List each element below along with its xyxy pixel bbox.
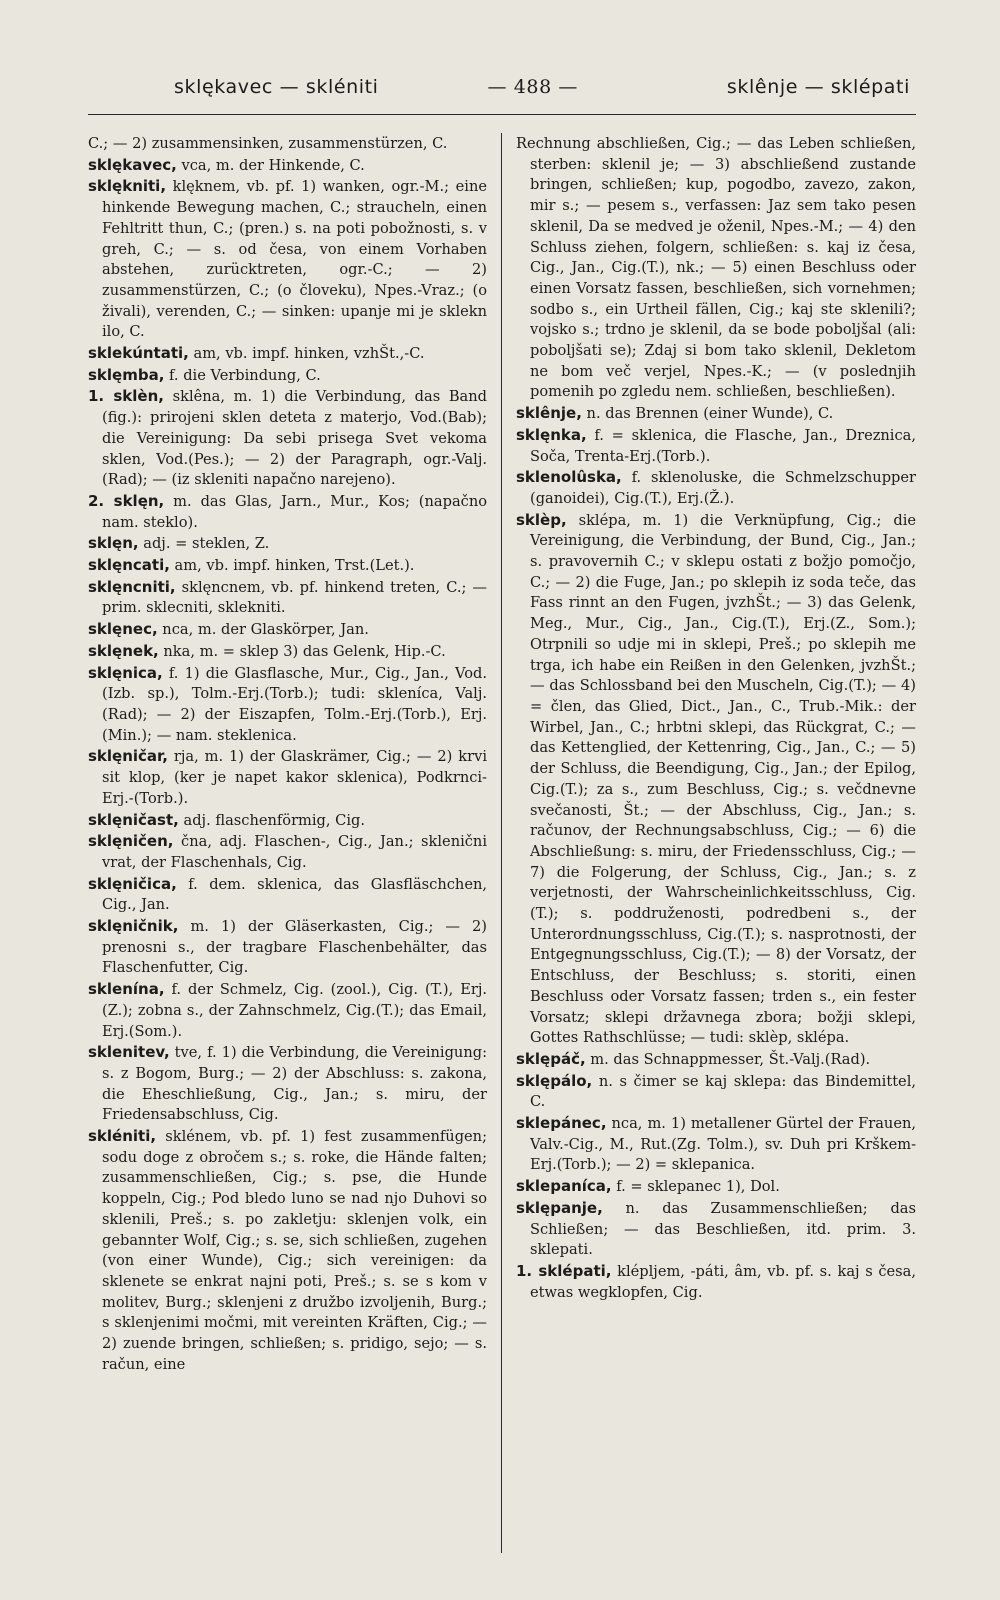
entry-definition: f. der Schmelz, Cig. (zool.), Cig. (T.), Erj.(Z.); zobna s., der Zahnschmelz, Cig.(T.); das Email, Erj.(Som.). (102, 981, 487, 1040)
dictionary-entry (88, 916, 487, 979)
entry-definition: f. 1) die Glasflasche, Mur., Cig., Jan., Vod.(Izb. sp.), Tolm.-Erj.(Torb.); tudi: skleníca, Valj.(Rad); — 2) der Eiszapfen, Tolm.-Erj.(Torb.), Erj.(Min.); — nam. steklenica. (102, 664, 487, 744)
entry-definition: klépljem, -páti, âm, vb. pf. s. kaj s česa, etwas wegklopfen, Cig. (530, 1262, 916, 1301)
entry-definition: C.; — 2) zusammensinken, zusammenstürzen, C. (88, 135, 448, 152)
dictionary-entry (88, 1042, 487, 1126)
entry-definition: nka, m. = sklep 3) das Gelenk, Hip.-C. (158, 642, 446, 660)
dictionary-entry (88, 810, 487, 832)
entry-headword: sklępanje, (516, 1198, 603, 1217)
entry-headword: 2. sklęn, (88, 491, 165, 510)
header-left-guideword: sklękavec — skléniti (174, 76, 379, 98)
entry-headword: sklèp, (516, 510, 567, 529)
dictionary-entry (516, 1176, 916, 1198)
dictionary-entry (516, 1049, 916, 1071)
dictionary-entry (88, 386, 487, 491)
entry-definition: f. = sklepanec 1), Dol. (611, 1178, 780, 1196)
dictionary-entry (88, 533, 487, 555)
dictionary-entry (516, 403, 916, 425)
entry-headword: 1. sklépati, (516, 1261, 612, 1280)
dictionary-entry (88, 155, 487, 177)
dictionary-entry (516, 1113, 916, 1176)
entry-headword: sklekúntati, (88, 344, 189, 363)
entry-headword: sklęnka, (516, 425, 587, 444)
entry-headword: sklęmba, (88, 365, 165, 384)
entry-headword: sklęnek, (88, 641, 159, 660)
entry-definition: adj. flaschenförmig, Cig. (178, 811, 365, 829)
dictionary-entry (516, 425, 916, 467)
dictionary-entry (88, 365, 487, 387)
entry-headword: sklękniti, (88, 177, 167, 196)
entry-headword: sklęnec, (88, 620, 158, 639)
entry-definition: sklêna, m. 1) die Verbindung, das Band (fig.): prirojeni sklen deteta z materjo, Vod.(Bab); die Vereinigung: Da sebi prisega Svet vekoma sklen, Vod.(Pes.); — 2) der Paragraph, ogr.-Valj.(Rad); — (iz skleniti napačno narejeno). (102, 388, 487, 489)
entry-headword: 1. sklèn, (88, 387, 164, 406)
text-columns (88, 133, 916, 1553)
entry-definition: Rechnung abschließen, Cig.; — das Leben schließen, sterben: sklenil je; — 3) abschließend zustande bringen, schließen; kup, pogodbo, zavezo, zakon, mir s.; — pesem s., verfassen: Jaz sem tako pesen sklenil, Da se medved je oženil, Npes.-M.; — 4) den Schluss ziehen, folgern, schließen: s. kaj iz česa, Cig., Jan., Cig.(T.), nk.; — 5) einen Beschluss oder einen Vorsatz fassen, beschließen, sich vornehmen; sodbo s., ein Urtheil fällen, Cig.; kaj ste sklenili?; vojsko s.; trdno je sklenil, da se bode poboljšal (ali: poboljšati se); Zdaj si bom tako sklenil, Dekletom ne bom več verjel, Npes.-K.; — (v poslednjih pomenih po zgledu nem. schließen, beschließen). (516, 135, 916, 401)
entry-definition: sklénem, vb. pf. 1) fest zusammenfügen; sodu doge z obročem s.; s. roke, die Hände falten; zusammenschließen, Cig.; s. pse, die Hunde koppeln, Cig.; Pod bledo luno se nad njo Duhovi so sklenili, Preš.; s. po zakletju: sklenjen volk, ein gebannter Wolf, Cig.; s. se, sich schließen, zugehen (von einer Wunde), Cig.; sich vereinigen: da sklenete se enkrat najni poti, Preš.; s. se s kom v molitev, Burg.; sklenjeni z družbo izvoljenih, Burg.; s sklenjenimi močmi, mit vereinten Kräften, Cig.; — 2) zuende bringen, schließen; s. pridigo, sejo; — s. račun, eine (102, 1128, 487, 1373)
entry-definition: m. das Glas, Jarn., Mur., Kos; (napačno nam. steklo). (102, 492, 488, 531)
entry-headword: sklenitev, (88, 1043, 170, 1062)
entry-headword: sklęnica, (88, 663, 163, 682)
entry-headword: sklęničast, (88, 810, 179, 829)
entry-definition: f. sklenoluske, die Schmelzschupper (ganoidei), Cig.(T.), Erj.(Ž.). (530, 469, 916, 507)
dictionary-entry (516, 510, 916, 1049)
entry-headword: sklenolûska, (516, 468, 622, 487)
dictionary-entry (88, 979, 487, 1042)
dictionary-entry (88, 577, 487, 619)
entry-headword: sklęničar, (88, 747, 168, 766)
entry-definition: klęknem, vb. pf. 1) wanken, ogr.-M.; eine hinkende Bewegung machen, C.; straucheln, einen Fehltritt thun, C.; (pren.) s. na poti pobožnosti, s. v greh, C.; — s. od česa, von einem Vorhaben abstehen, zurücktreten, ogr.-C.; — 2) zusammenstürzen, C.; (o človeku), Npes.-Vraz.; (o živali), verenden, C.; — sinken: upanje mi je sklekn ilo, C. (102, 178, 487, 341)
entry-definition: m. das Schnappmesser, Št.-Valj.(Rad). (585, 1050, 871, 1068)
entry-definition: tve, f. 1) die Verbindung, die Vereinigung: s. z Bogom, Burg.; — 2) der Abschluss: s. zakona, die Eheschließung, Cig., Jan.; s. miru, der Friedensabschluss, Cig. (102, 1044, 487, 1124)
entry-definition: adj. = steklen, Z. (138, 535, 270, 553)
right-column (502, 133, 916, 1553)
entry-headword: sklęničica, (88, 874, 177, 893)
entry-headword: sklęničen, (88, 832, 174, 851)
dictionary-entry (88, 176, 487, 343)
entry-definition: f. dem. sklenica, das Glasfläschchen, Cig., Jan. (102, 875, 487, 914)
dictionary-entry (88, 343, 487, 365)
dictionary-entry (88, 831, 487, 873)
dictionary-entry (88, 641, 487, 663)
entry-headword: sklępálo, (516, 1071, 593, 1090)
page-number: — 488 — (487, 76, 579, 98)
entry-definition: rja, m. 1) der Glaskrämer, Cig.; — 2) krvi sit klop, (ker je napet kakor sklenica), Podkrnci-Erj.-(Torb.). (102, 748, 487, 807)
header-rule (88, 114, 916, 115)
entry-definition: vca, m. der Hinkende, C. (176, 156, 365, 174)
entry-headword: sklękavec, (88, 155, 177, 174)
entry-definition: n. s čimer se kaj sklepa: das Bindemittel, C. (530, 1072, 916, 1111)
dictionary-entry (516, 1261, 916, 1303)
entry-definition: n. das Zusammenschließen; das Schließen; — das Beschließen, itd. prim. 3. sklepati. (530, 1199, 916, 1259)
entry-definition: am, vb. impf. hinken, Trst.(Let.). (169, 557, 415, 575)
dictionary-entry (88, 491, 487, 533)
entry-definition: sklépa, m. 1) die Verknüpfung, Cig.; die Vereinigung, die Verbindung, der Bund, Cig., Jan.; s. pravovernih C.; v sklepu ostati z božjo pomočjo, C.; — 2) die Fuge, Jan.; po sklepih iz soda teče, das Fass rinnt an den Fugen, jvzhŠt.; — 3) das Gelenk, Meg., Mur., Cig., Jan., Cig.(T.), Erj.(Z., Som.); Otrpnili so udje mi in sklepi, Preš.; po sklepih me trga, ich habe ein Reißen in den Gelenken, jvzhŠt.; — das Schlossband bei den Muscheln, Cig.(T.); — 4) = člen, das Glied, Dict., Jan., C., Trub.-Mik.: der Wirbel, Jan., C.; hrbtni sklepi, das Rückgrat, C.; — das Kettenglied, der Kettenring, Cig., Jan., C.; — 5) der Schluss, die Beendigung, Cig., Jan.; der Epilog, Cig.(T.); za s., zum Beschluss, Cig.; s. večdnevne svečanosti, Št.; — der Abschluss, Cig., Jan.; s. računov, der Rechnungsabschluss, Cig.; — 6) die Abschließung: s. miru, der Friedensschluss, Cig.; — 7) die Folgerung, der Schluss, Cig., Jan.; s. z verjetnosti, der Wahrscheinlichkeitsschluss, Cig.(T.); s. poddruženosti, podredbeni s., der Unterordnungsschluss, Cig.(T.); s. nasprotnosti, der Entgegnungsschluss, Cig.(T.); — 8) der Vorsatz, der Entschluss, der Beschluss; s. storiti, einen Beschluss oder Vorsatz fassen; trden s., ein fester Vorsatz; sklepi državnega zbora; božji sklepi, Gottes Rathschlüsse; — tudi: sklèp, sklépa. (530, 511, 916, 1047)
entry-headword: sklępáč, (516, 1049, 586, 1068)
dictionary-entry (88, 133, 487, 155)
dictionary-entry (88, 619, 487, 641)
entry-definition: n. das Brennen (einer Wunde), C. (581, 405, 834, 423)
dictionary-entry (88, 663, 487, 747)
running-header (88, 76, 916, 106)
entry-headword: sklęničnik, (88, 917, 179, 936)
entry-headword: sklenína, (88, 980, 165, 999)
entry-headword: sklepaníca, (516, 1177, 612, 1196)
entry-headword: sklęncati, (88, 556, 170, 575)
dictionary-entry (516, 1071, 916, 1113)
entry-definition: sklęncnem, vb. pf. hinkend treten, C.; — prim. sklecniti, sklekniti. (102, 578, 487, 617)
dictionary-entry (88, 555, 487, 577)
dictionary-entry (88, 1126, 487, 1375)
left-column (88, 133, 502, 1553)
entry-headword: sklênje, (516, 404, 582, 423)
entry-definition: m. 1) der Gläserkasten, Cig.; — 2) prenosni s., der tragbare Flaschenbehälter, das Flaschenfutter, Cig. (102, 918, 487, 977)
entry-headword: skléniti, (88, 1127, 157, 1146)
dictionary-entry (88, 746, 487, 809)
entry-definition: nca, m. 1) metallener Gürtel der Frauen, Valv.-Cig., M., Rut.(Zg. Tolm.), sv. Duh pri Krškem-Erj.(Torb.); — 2) = sklepanica. (530, 1115, 916, 1174)
entry-definition: f. die Verbindung, C. (164, 366, 321, 384)
entry-definition: f. = sklenica, die Flasche, Jan., Dreznica, Soča, Trenta-Erj.(Torb.). (530, 426, 916, 465)
entry-headword: sklepánec, (516, 1114, 607, 1133)
dictionary-entry (516, 1198, 916, 1261)
entry-definition: čna, adj. Flaschen-, Cig., Jan.; sklenični vrat, der Flaschenhals, Cig. (102, 833, 487, 871)
dictionary-entry (516, 133, 916, 403)
entry-headword: sklęncniti, (88, 577, 176, 596)
entry-headword: sklęn, (88, 534, 139, 553)
entry-definition: nca, m. der Glaskörper, Jan. (157, 621, 369, 639)
dictionary-entry (516, 467, 916, 509)
dictionary-entry (88, 874, 487, 916)
entry-definition: am, vb. impf. hinken, vzhŠt.,-C. (188, 345, 425, 363)
header-right-guideword: sklênje — sklépati (726, 76, 910, 98)
